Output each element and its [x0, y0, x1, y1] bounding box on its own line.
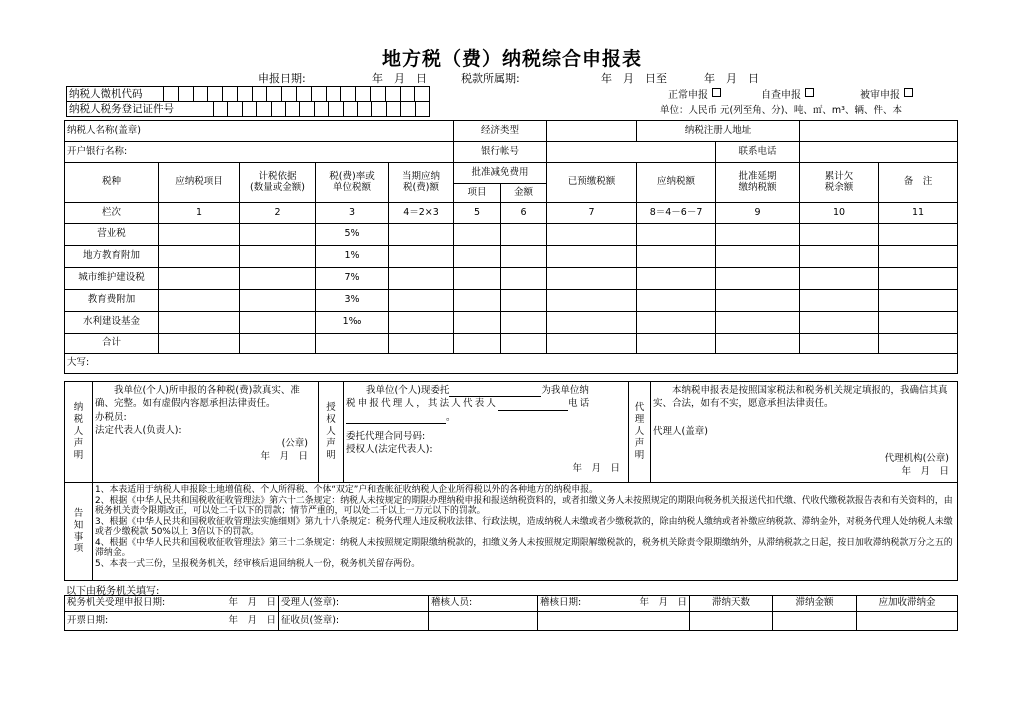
received-date-field[interactable]: 税务机关受理申报日期: 年 月 日 [65, 596, 279, 612]
declare-date-field[interactable]: 年 月 日 [372, 72, 427, 85]
economic-type-label: 经济类型 [454, 121, 547, 142]
tax-cell[interactable] [454, 312, 501, 334]
phone-value[interactable] [800, 142, 958, 163]
tax-cell[interactable] [800, 290, 879, 312]
tax-cell[interactable] [800, 246, 879, 268]
tax-cell[interactable] [240, 224, 316, 246]
column-number-2: 2 [240, 203, 316, 224]
col-current-l1: 当期应纳 [402, 170, 441, 182]
tax-rate: 1% [316, 246, 389, 268]
tax-period-to[interactable]: 年 月 日 [704, 72, 759, 85]
tax-cell[interactable] [159, 224, 240, 246]
agent-seal-field[interactable]: 代理人(盖章) [653, 425, 708, 437]
normal-declare-checkbox[interactable] [712, 88, 721, 97]
taxpayer-name-cell[interactable]: 纳税人名称(盖章) [65, 121, 454, 142]
tax-row [65, 268, 958, 290]
tax-cell[interactable] [501, 312, 547, 334]
tax-cell[interactable] [454, 246, 501, 268]
tax-cell[interactable] [716, 268, 800, 290]
tax-cell[interactable] [159, 312, 240, 334]
tax-cell[interactable] [637, 312, 716, 334]
auth-declaration[interactable]: 我单位(个人)现委托 为我单位纳 税申报代理人，其法人代表人 电话 。 委托代理合同号码: 授权人(法定代表人): 年 月 日 [344, 382, 629, 483]
auth-contract-field[interactable]: 委托代理合同号码: [346, 430, 426, 442]
agent-phone-field[interactable] [346, 423, 446, 424]
agent-declaration-label: 代 理 人 声 明 [629, 382, 651, 483]
self-check-declare-option[interactable] [761, 86, 814, 101]
tax-cell[interactable] [800, 224, 879, 246]
tax-name: 地方教育附加 [65, 246, 159, 268]
tax-cell[interactable] [637, 224, 716, 246]
col-taxable-item: 应纳税项目 [159, 163, 240, 203]
agent-declaration-text: 本纳税申报表是按照国家税法和税务机关规定填报的，我确信其真实、合法，如有不实，愿意承担法律责任。 [653, 385, 948, 410]
agent-org-seal: 代理机构(公章) [884, 452, 949, 464]
declare-date-label: 申报日期: [258, 72, 306, 85]
tax-cell[interactable] [716, 246, 800, 268]
total-cell[interactable] [800, 334, 879, 354]
tax-cell[interactable] [389, 312, 454, 334]
registration-no-cells[interactable] [213, 102, 429, 116]
col-exemption-item: 项目 [454, 184, 501, 203]
col-current-l2: 税(费)额 [403, 181, 439, 193]
office-heading: 以下由税务机关填写: [66, 586, 160, 597]
total-cell[interactable] [501, 334, 547, 354]
total-row [65, 334, 958, 354]
tax-row [65, 312, 958, 334]
column-number-5: 5 [454, 203, 501, 224]
total-cell[interactable] [240, 334, 316, 354]
tax-row [65, 224, 958, 246]
bank-name-cell[interactable]: 开户银行名称: [65, 142, 454, 163]
late-fee-label: 应加收滞纳金 [857, 596, 958, 612]
tax-cell[interactable] [389, 268, 454, 290]
tax-row [65, 246, 958, 268]
total-cell[interactable] [159, 334, 240, 354]
auth-text2: 税申报代理人，其法人代表人 电话 [346, 398, 592, 410]
tax-period-label: 税款所属期: [461, 72, 520, 85]
tax-cell[interactable] [879, 312, 958, 334]
notice-item: 2、根据《中华人民共和国税收征收管理法》第六十二条规定：纳税人未按规定的期限办理纳税申报和报送纳税资料的，或者扣缴义务人未按照规定的期限向税务机关报送代扣代缴、代收代缴税款报告表和有关资料的，由税务机关责令限期改正，可以处二千以下的罚款；情节严重的，可以处二千以上一万元以下的罚款。 [95, 495, 953, 516]
column-number-3: 3 [316, 203, 389, 224]
taxpayer-declaration-label: 纳 税 人 声 明 [65, 382, 93, 483]
authorizer-field[interactable]: 授权人(法定代表人): [346, 444, 433, 456]
total-cell[interactable] [316, 334, 389, 354]
column-number-11: 11 [879, 203, 958, 224]
handler-field[interactable]: 办税员: [95, 411, 127, 423]
tax-cell[interactable] [159, 246, 240, 268]
tax-table [64, 120, 958, 374]
tax-cell[interactable] [879, 268, 958, 290]
tax-cell[interactable] [240, 268, 316, 290]
total-label: 合计 [65, 334, 159, 354]
col-current [389, 163, 454, 203]
col-prepaid: 已预缴税额 [547, 163, 637, 203]
tax-cell[interactable] [159, 290, 240, 312]
col-rate [316, 163, 389, 203]
phone-label: 联系电话 [716, 142, 800, 163]
unit-note: 单位：人民币 元(列至角、分)、吨、㎡、m³、辆、件、本 [660, 105, 902, 116]
notice-label: 告 知 事 项 [65, 483, 93, 581]
col-basis [240, 163, 316, 203]
tax-cell[interactable] [454, 224, 501, 246]
tax-rate: 5% [316, 224, 389, 246]
total-cell[interactable] [879, 334, 958, 354]
inspected-declare-label: 被审申报 [860, 90, 900, 101]
tax-cell[interactable] [501, 290, 547, 312]
total-cell[interactable] [454, 334, 501, 354]
legal-rep-field[interactable]: 法定代表人(负责人): [95, 424, 182, 436]
tax-cell[interactable] [547, 268, 637, 290]
inspected-declare-option[interactable] [860, 86, 913, 101]
column-number-4: 4＝2×3 [389, 203, 454, 224]
total-cell[interactable] [389, 334, 454, 354]
tax-cell[interactable] [879, 290, 958, 312]
tax-cell[interactable] [547, 224, 637, 246]
auth-declaration-label: 授 权 人 声 明 [319, 382, 344, 483]
col-arrears [800, 163, 879, 203]
tax-cell[interactable] [879, 246, 958, 268]
tax-rate: 7% [316, 268, 389, 290]
col-basis-l1: 计税依据 [258, 170, 297, 182]
notice-item: 3、根据《中华人民共和国税收征收管理法实施细则》第九十八条规定：税务代理人违反税收法律、行政法规，造成纳税人未缴或者少缴税款的，除由纳税人缴纳或者补缴应纳税款、滞纳金外，对税务代理人处纳税人未缴或者少缴税款 50%以上 3倍以下的罚款。 [95, 516, 953, 537]
column-number-10: 10 [800, 203, 879, 224]
agent-declaration[interactable] [651, 382, 958, 483]
tax-name: 教育费附加 [65, 290, 159, 312]
tax-cell[interactable] [716, 290, 800, 312]
agent-date[interactable]: 年 月 日 [901, 466, 949, 478]
capital-amount-cell[interactable]: 大写: [65, 354, 958, 374]
tax-cell[interactable] [240, 312, 316, 334]
bank-account-label: 银行帐号 [454, 142, 547, 163]
tax-cell[interactable] [501, 268, 547, 290]
tax-cell[interactable] [637, 290, 716, 312]
agent-rep-field[interactable] [498, 410, 568, 411]
col-rate-l2: 单位税额 [332, 181, 371, 193]
notice-item: 4、根据《中华人民共和国税收征收管理法》第三十二条规定：纳税人未按照规定期限缴纳税款的，扣缴义务人未按照规定期限解缴税款的，税务机关除责令限期缴纳外，从滞纳税款之日起，按日加收滞纳税款万分之五的滞纳金。 [95, 537, 953, 558]
auth-date[interactable]: 年 月 日 [572, 463, 620, 475]
col-remark: 备 注 [879, 163, 958, 203]
taxpayer-declaration[interactable] [93, 382, 319, 483]
registered-address-value[interactable] [800, 121, 958, 142]
collector-field[interactable]: 征收员(签章): [279, 612, 429, 631]
column-number-9: 9 [716, 203, 800, 224]
notice-content [93, 483, 958, 581]
column-number-7: 7 [547, 203, 637, 224]
col-tax-type: 税种 [65, 163, 159, 203]
tax-cell[interactable] [716, 224, 800, 246]
total-cell[interactable] [547, 334, 637, 354]
col-rate-l1: 税(费)率或 [329, 170, 375, 182]
form-title: 地方税（费）纳税综合申报表 [381, 48, 642, 70]
economic-type-value[interactable] [547, 121, 637, 142]
col-exemption: 批准减免费用 [454, 163, 547, 184]
tax-cell[interactable] [800, 268, 879, 290]
receiver-field[interactable]: 受理人(签章): [279, 596, 429, 612]
column-number-6: 6 [501, 203, 547, 224]
declaration-table [64, 381, 958, 581]
tax-cell[interactable] [716, 312, 800, 334]
overdue-amount-value[interactable] [773, 612, 857, 631]
tax-name: 城市维护建设税 [65, 268, 159, 290]
taxpayer-date[interactable]: 年 月 日 [260, 451, 308, 463]
tax-rate: 1‰ [316, 312, 389, 334]
computer-code-label: 纳税人微机代码 [69, 88, 143, 100]
tax-cell[interactable] [637, 246, 716, 268]
col-basis-l2: (数量或金额) [250, 181, 305, 193]
overdue-amount-label: 滞纳金额 [773, 596, 857, 612]
col-arrears-l1: 累计欠 [824, 170, 854, 182]
tax-cell[interactable] [240, 290, 316, 312]
tax-rate: 3% [316, 290, 389, 312]
column-number-8: 8＝4－6－7 [637, 203, 716, 224]
total-cell[interactable] [637, 334, 716, 354]
normal-declare-label: 正常申报 [668, 90, 708, 101]
registration-no-box[interactable] [66, 101, 430, 117]
office-table [64, 595, 958, 631]
col-deferred-l1: 批准延期 [738, 170, 777, 182]
tax-cell[interactable] [389, 246, 454, 268]
total-cell[interactable] [716, 334, 800, 354]
auth-text2-prefix: 为我单位纳 [541, 385, 589, 396]
taxpayer-declaration-text: 我单位(个人)所申报的各种税(费)款真实、准确、完整。如有虚假内容愿承担法律责任。 [95, 385, 300, 410]
tax-cell[interactable] [547, 290, 637, 312]
late-fee-value[interactable] [857, 612, 958, 631]
tax-period-from[interactable]: 年 月 日至 [601, 72, 667, 85]
ticket-date-field[interactable]: 开票日期: 年 月 日 [65, 612, 279, 631]
inspected-declare-checkbox[interactable] [904, 88, 913, 97]
normal-declare-option[interactable] [668, 86, 721, 101]
col-deferred [716, 163, 800, 203]
registered-address-label: 纳税注册人地址 [637, 121, 800, 142]
notice-item: 1、本表适用于纳税人申报除土地增值税、个人所得税、个体“双定”户和查帐征收纳税人企业所得税以外的各种地方的纳税申报。 [95, 485, 598, 495]
tax-cell[interactable] [547, 246, 637, 268]
tax-cell[interactable] [501, 246, 547, 268]
tax-cell[interactable] [547, 312, 637, 334]
tax-row [65, 290, 958, 312]
check-date-field[interactable]: 稽核日期: 年 月 日 [538, 596, 690, 612]
tax-cell[interactable] [879, 224, 958, 246]
computer-code-cells[interactable] [163, 87, 429, 101]
col-payable: 应纳税额 [637, 163, 716, 203]
tax-cell[interactable] [454, 290, 501, 312]
office-cell[interactable] [538, 612, 690, 631]
taxpayer-seal: (公章) [281, 438, 308, 450]
computer-code-box[interactable] [66, 86, 430, 102]
tax-cell[interactable] [501, 224, 547, 246]
column-number-1: 1 [159, 203, 240, 224]
column-number-label: 栏次 [65, 203, 159, 224]
auth-text1: 我单位(个人)现委托 [366, 385, 450, 396]
tax-name: 水利建设基金 [65, 312, 159, 334]
col-deferred-l2: 缴纳税额 [738, 181, 777, 193]
self-check-declare-label: 自查申报 [761, 90, 801, 101]
overdue-days-label: 滞纳天数 [690, 596, 773, 612]
tax-cell[interactable] [240, 246, 316, 268]
column-number-row [65, 203, 958, 224]
tax-name: 营业税 [65, 224, 159, 246]
col-arrears-l2: 税余额 [824, 181, 854, 193]
bank-account-value[interactable] [547, 142, 716, 163]
checker-field[interactable]: 稽核人员: [429, 596, 538, 612]
office-cell[interactable] [429, 612, 538, 631]
registration-no-label: 纳税人税务登记证件号 [69, 103, 174, 115]
self-check-declare-checkbox[interactable] [805, 88, 814, 97]
tax-cell[interactable] [800, 312, 879, 334]
tax-cell[interactable] [159, 268, 240, 290]
notice-item: 5、本表一式三份，呈报税务机关，经审核后退回纳税人一份，税务机关留存两份。 [95, 558, 421, 569]
tax-cell[interactable] [637, 268, 716, 290]
overdue-days-value[interactable] [690, 612, 773, 631]
tax-cell[interactable] [389, 290, 454, 312]
col-exemption-amount: 金额 [501, 184, 547, 203]
tax-cell[interactable] [389, 224, 454, 246]
tax-cell[interactable] [454, 268, 501, 290]
